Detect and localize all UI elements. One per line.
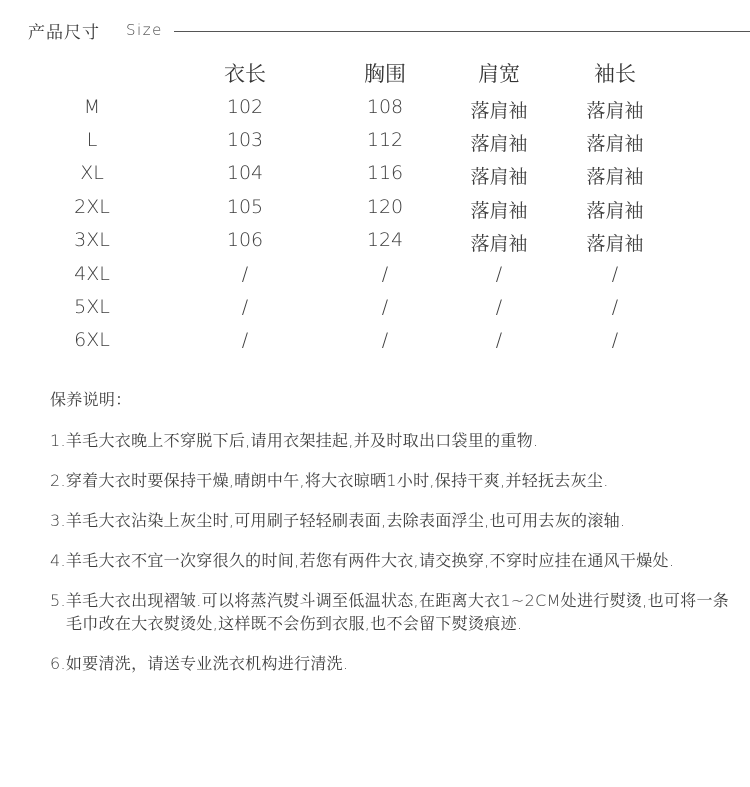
chest-value: 124 <box>366 229 404 251</box>
column-header-length: 衣长 <box>224 62 266 86</box>
column-header-sleeve: 袖长 <box>594 62 636 86</box>
chest-value: / <box>381 296 389 318</box>
table-row <box>0 296 750 326</box>
size-label: 2XL <box>74 196 110 218</box>
length-value: / <box>241 296 249 318</box>
care-item: 3.羊毛大衣沾染上灰尘时,可用刷子轻轻刷表面,去除表面浮尘,也可用去灰的滚轴. <box>50 511 626 530</box>
care-item: 4.羊毛大衣不宜一次穿很久的时间,若您有两件大衣,请交换穿,不穿时应挂在通风干燥处. <box>50 551 675 570</box>
care-item: 2.穿着大衣时要保持干燥,晴朗中午,将大衣晾晒1小时,保持干爽,并轻抚去灰尘. <box>50 471 609 490</box>
shoulder-value: 落肩袖 <box>470 233 528 255</box>
shoulder-value: / <box>495 329 503 351</box>
sleeve-value: 落肩袖 <box>586 166 644 188</box>
sleeve-value: / <box>611 296 619 318</box>
size-label: XL <box>80 162 104 184</box>
care-item: 6.如要清洗，请送专业洗衣机构进行清洗. <box>50 654 349 673</box>
shoulder-value: / <box>495 296 503 318</box>
length-value: / <box>241 263 249 285</box>
care-title: 保养说明： <box>50 390 132 409</box>
length-value: / <box>241 329 249 351</box>
table-header-row <box>0 58 750 88</box>
column-header-shoulder: 肩宽 <box>478 62 520 86</box>
chest-value: / <box>381 329 389 351</box>
header-divider <box>174 31 750 32</box>
length-value: 102 <box>226 96 264 118</box>
care-instructions <box>50 388 740 692</box>
sleeve-value: 落肩袖 <box>586 233 644 255</box>
shoulder-value: 落肩袖 <box>470 100 528 122</box>
length-value: 105 <box>226 196 264 218</box>
length-value: 103 <box>226 129 264 151</box>
sleeve-value: / <box>611 329 619 351</box>
length-value: 106 <box>226 229 264 251</box>
size-label: 6XL <box>74 329 110 351</box>
sleeve-value: / <box>611 263 619 285</box>
size-label: 5XL <box>74 296 110 318</box>
table-row <box>0 96 750 126</box>
size-label: 4XL <box>74 263 110 285</box>
sleeve-value: 落肩袖 <box>586 133 644 155</box>
section-title-en: Size <box>126 21 163 39</box>
table-row <box>0 129 750 159</box>
chest-value: 108 <box>366 96 404 118</box>
column-header-chest: 胸围 <box>364 62 406 86</box>
table-row <box>0 329 750 359</box>
chest-value: 116 <box>366 162 404 184</box>
table-row <box>0 162 750 192</box>
shoulder-value: / <box>495 263 503 285</box>
care-item: 1.羊毛大衣晚上不穿脱下后,请用衣架挂起,并及时取出口袋里的重物. <box>50 431 539 450</box>
shoulder-value: 落肩袖 <box>470 133 528 155</box>
size-label: M <box>83 96 101 118</box>
section-title-cn: 产品尺寸 <box>28 23 100 43</box>
table-row <box>0 196 750 226</box>
care-item: 5.羊毛大衣出现褶皱.可以将蒸汽熨斗调至低温状态,在距离大衣1~2CM处进行熨烫,也可将一条毛巾改在大衣熨烫处,这样既不会伤到衣服,也不会留下熨烫痕迹. <box>50 591 730 633</box>
chest-value: 120 <box>366 196 404 218</box>
size-label: 3XL <box>74 229 110 251</box>
chest-value: / <box>381 263 389 285</box>
sleeve-value: 落肩袖 <box>586 100 644 122</box>
length-value: 104 <box>226 162 264 184</box>
section-header <box>28 18 750 46</box>
size-label: L <box>86 129 98 151</box>
shoulder-value: 落肩袖 <box>470 166 528 188</box>
table-row <box>0 229 750 259</box>
table-row <box>0 263 750 293</box>
shoulder-value: 落肩袖 <box>470 200 528 222</box>
sleeve-value: 落肩袖 <box>586 200 644 222</box>
chest-value: 112 <box>366 129 404 151</box>
